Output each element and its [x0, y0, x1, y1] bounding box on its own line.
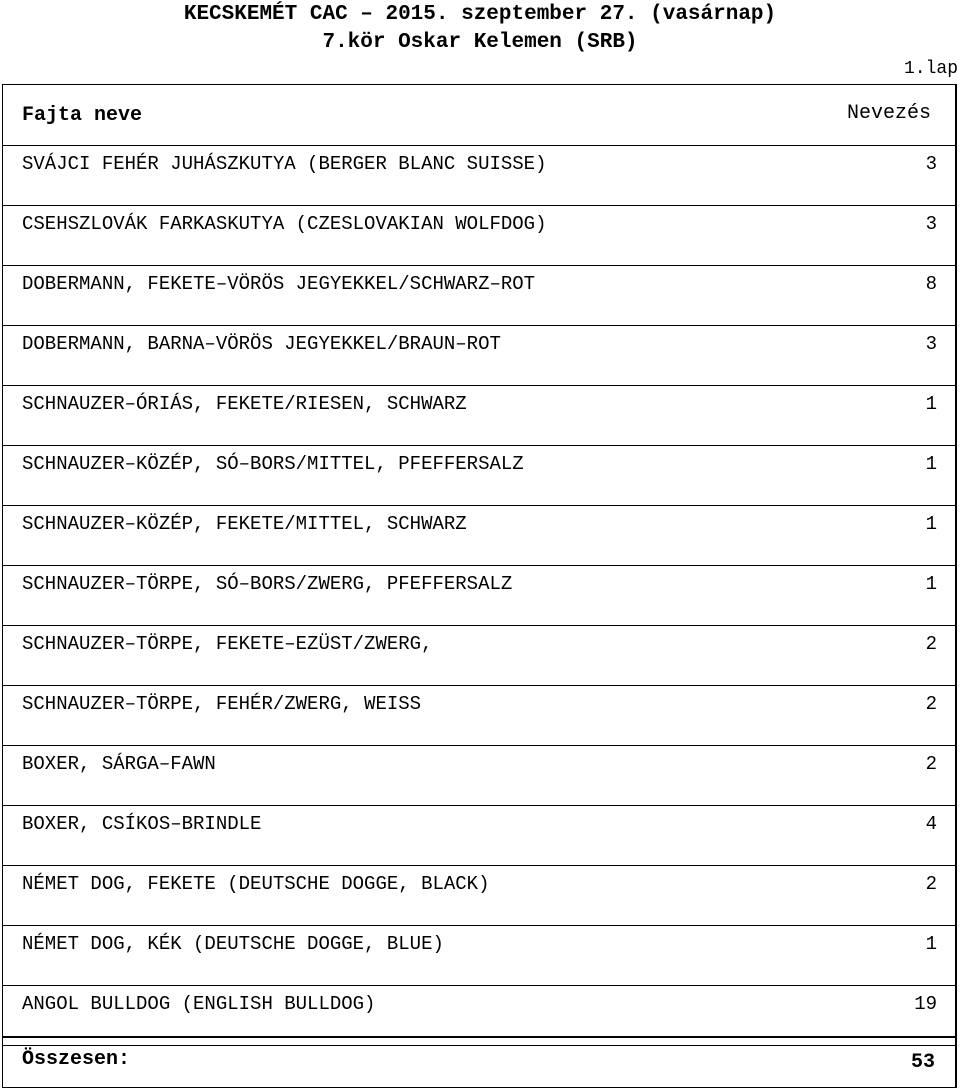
- table-row: [2, 686, 957, 746]
- table-row: [2, 926, 957, 986]
- table-row: [2, 326, 957, 386]
- entry-count: 2: [925, 633, 937, 655]
- document-title: KECSKEMÉT CAC – 2015. szeptember 27. (vasárnap): [183, 3, 777, 26]
- entry-count: 2: [925, 753, 937, 775]
- breed-name: SCHNAUZER–TÖRPE, FEKETE–EZÜST/ZWERG,: [22, 633, 433, 655]
- entry-count: 3: [925, 153, 937, 175]
- entry-count: 1: [925, 573, 937, 595]
- breed-name: SCHNAUZER–TÖRPE, SÓ–BORS/ZWERG, PFEFFERSALZ: [22, 573, 513, 595]
- entry-count: 4: [925, 813, 937, 835]
- breed-name: CSEHSZLOVÁK FARKASKUTYA (CZESLOVAKIAN WOLFDOG): [22, 213, 547, 235]
- entry-count: 3: [925, 213, 937, 235]
- breed-name: SCHNAUZER–KÖZÉP, FEKETE/MITTEL, SCHWARZ: [22, 513, 467, 535]
- entry-count: 1: [925, 933, 937, 955]
- breed-name: SVÁJCI FEHÉR JUHÁSZKUTYA (BERGER BLANC SUISSE): [22, 153, 547, 175]
- table-row: [2, 866, 957, 926]
- table-row: [2, 386, 957, 446]
- table-row: [2, 266, 957, 326]
- total-count: 53: [910, 1051, 935, 1074]
- entry-count: 2: [925, 873, 937, 895]
- breed-name: NÉMET DOG, KÉK (DEUTSCHE DOGGE, BLUE): [22, 933, 444, 955]
- table-row: [2, 206, 957, 266]
- document-subtitle: 7.kör Oskar Kelemen (SRB): [322, 31, 638, 54]
- entry-count: 1: [925, 513, 937, 535]
- table-header: [2, 84, 957, 146]
- breed-name: ANGOL BULLDOG (ENGLISH BULLDOG): [22, 993, 376, 1015]
- entry-count: 1: [925, 453, 937, 475]
- table-row: [2, 806, 957, 866]
- breed-name: BOXER, SÁRGA–FAWN: [22, 753, 216, 775]
- entry-count: 2: [925, 693, 937, 715]
- table-body: [2, 146, 957, 1046]
- count-column-header: Nevezés: [846, 102, 931, 125]
- table-row: [2, 146, 957, 206]
- table-footer: [2, 1036, 957, 1088]
- breed-name: BOXER, CSÍKOS–BRINDLE: [22, 813, 262, 835]
- breed-name: NÉMET DOG, FEKETE (DEUTSCHE DOGGE, BLACK): [22, 873, 490, 895]
- breed-name: DOBERMANN, BARNA–VÖRÖS JEGYEKKEL/BRAUN–ROT: [22, 333, 501, 355]
- page-number: 1.lap: [903, 59, 958, 79]
- table-row: [2, 626, 957, 686]
- table-row: [2, 506, 957, 566]
- total-label: Összesen:: [22, 1048, 131, 1071]
- entry-count: 19: [914, 993, 937, 1015]
- table-row: [2, 566, 957, 626]
- breed-name: SCHNAUZER–TÖRPE, FEHÉR/ZWERG, WEISS: [22, 693, 422, 715]
- table-row: [2, 446, 957, 506]
- entry-count: 8: [925, 273, 937, 295]
- table-row: [2, 746, 957, 806]
- breed-name: SCHNAUZER–KÖZÉP, SÓ–BORS/MITTEL, PFEFFERSALZ: [22, 453, 524, 475]
- breed-name: DOBERMANN, FEKETE–VÖRÖS JEGYEKKEL/SCHWARZ–ROT: [22, 273, 536, 295]
- breed-column-header: Fajta neve: [22, 104, 143, 127]
- entry-count: 3: [925, 333, 937, 355]
- breed-name: SCHNAUZER–ÓRIÁS, FEKETE/RIESEN, SCHWARZ: [22, 393, 467, 415]
- entry-count: 1: [925, 393, 937, 415]
